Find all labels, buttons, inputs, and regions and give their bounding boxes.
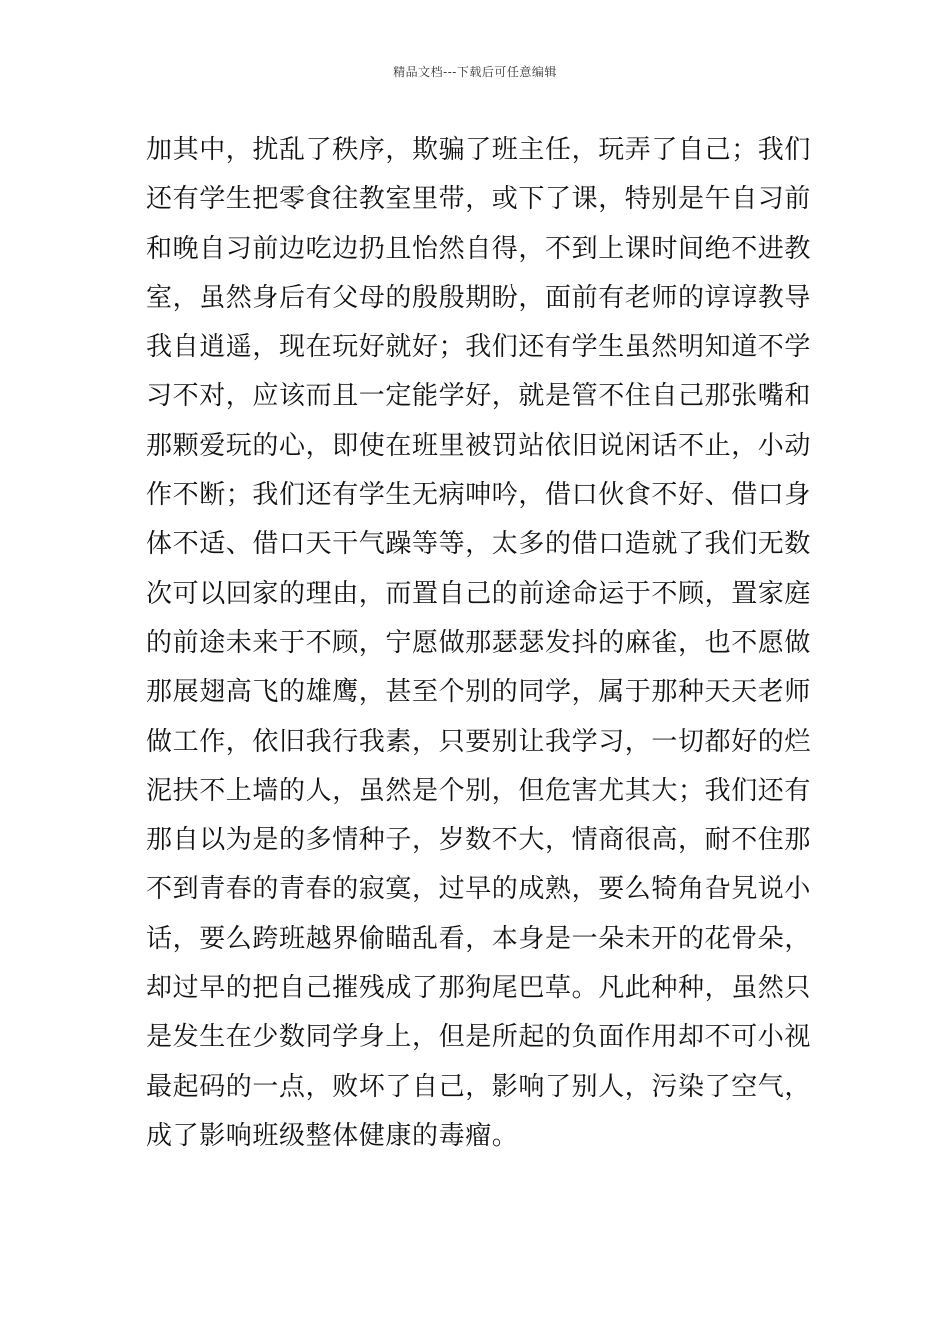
text-line: 那颗爱玩的心，即使在班里被罚站依旧说闲话不止，小动 [146, 430, 812, 461]
text-line: 和晚自习前边吃边扔且怡然自得，不到上课时间绝不进教 [146, 233, 812, 264]
text-line: 那展翅高飞的雄鹰，甚至个别的同学，属于那种天天老师 [146, 677, 812, 708]
text-line: 是发生在少数同学身上，但是所起的负面作用却不可小视 [146, 1022, 812, 1053]
text-line: 还有学生把零食往教室里带，或下了课，特别是午自习前 [146, 184, 812, 215]
text-line: 话，要么跨班越界偷瞄乱看，本身是一朵未开的花骨朵， [146, 923, 812, 954]
text-line: 成了影响班级整体健康的毒瘤。 [146, 1120, 519, 1151]
text-line: 不到青春的青春的寂寞，过早的成熟，要么犄角旮旯说小 [146, 874, 812, 905]
text-line: 的前途未来于不顾，宁愿做那瑟瑟发抖的麻雀，也不愿做 [146, 627, 812, 658]
text-line: 加其中，扰乱了秩序，欺骗了班主任，玩弄了自己；我们 [146, 135, 812, 165]
text-line: 却过早的把自己摧残成了那狗尾巴草。凡此种种，虽然只 [146, 973, 812, 1004]
text-line: 作不断；我们还有学生无病呻吟，借口伙食不好、借口身 [146, 480, 812, 511]
text-line: 做工作，依旧我行我素，只要别让我学习，一切都好的烂 [146, 726, 812, 757]
text-line: 泥扶不上墙的人，虽然是个别，但危害尤其大；我们还有 [146, 775, 812, 806]
text-line: 那自以为是的多情种子，岁数不大，情商很高，耐不住那 [146, 825, 812, 856]
text-line: 次可以回家的理由，而置自己的前途命运于不顾，置家庭 [146, 578, 812, 609]
text-line: 室，虽然身后有父母的殷殷期盼，面前有老师的谆谆教导 [146, 282, 812, 313]
text-line: 习不对，应该而且一定能学好，就是管不住自己那张嘴和 [146, 381, 812, 412]
text-line: 体不适、借口天干气躁等等，太多的借口造就了我们无数 [146, 529, 812, 560]
text-line: 我自逍遥，现在玩好就好；我们还有学生虽然明知道不学 [146, 332, 812, 363]
document-body [146, 126, 816, 1161]
text-line: 最起码的一点，败坏了自己，影响了别人，污染了空气， [146, 1071, 812, 1102]
page-header: 精品文档---下载后可任意编辑 [393, 65, 557, 79]
